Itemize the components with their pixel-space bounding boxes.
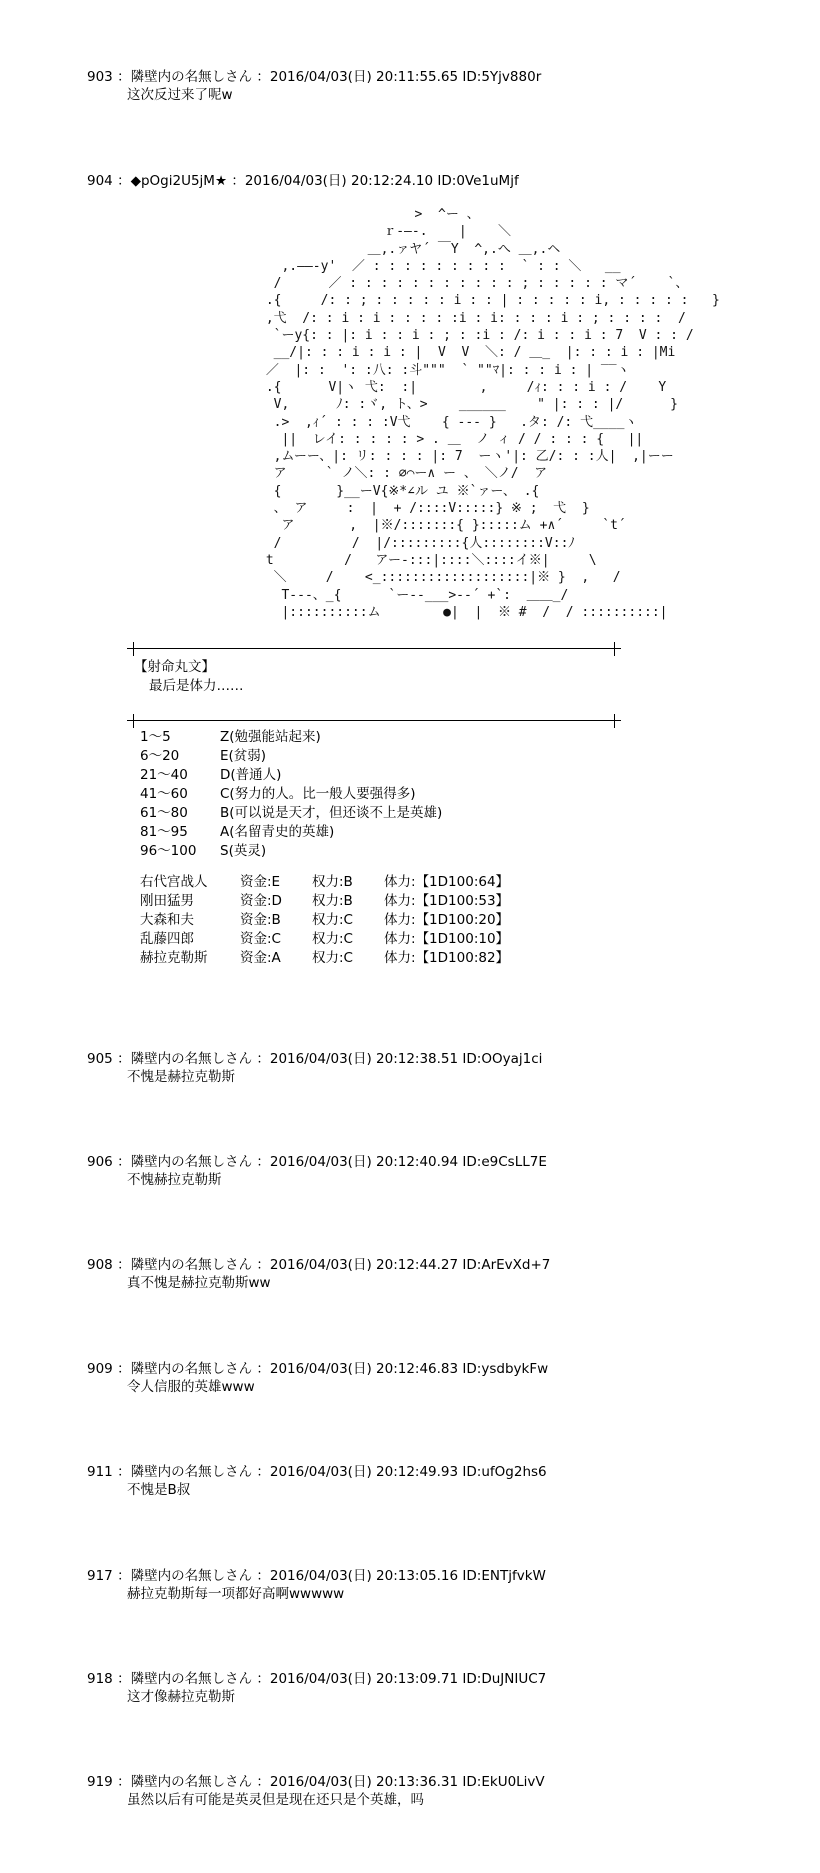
post-date: 2016/04/03(日) 20:12:49.93 xyxy=(269,1464,459,1480)
post-body: 令人信服的英雄www xyxy=(127,1379,255,1395)
post-number: 917 xyxy=(87,1568,113,1584)
stamina-cell xyxy=(384,892,509,911)
poster-id[interactable]: ID:ENTjfvkW xyxy=(462,1568,546,1584)
stats-row xyxy=(140,873,509,892)
fund-value: 资金:E xyxy=(240,874,281,890)
diamond-icon: ◆ xyxy=(130,173,141,189)
stamina-roll: 【1D100:53】 xyxy=(415,893,510,909)
stats-row xyxy=(140,949,509,968)
separator: ： xyxy=(117,1361,131,1377)
separator: ： xyxy=(117,1671,131,1687)
post-header xyxy=(87,172,787,190)
poster-id[interactable]: ID:e9CsLL7E xyxy=(462,1154,547,1170)
stamina-roll: 【1D100:82】 xyxy=(415,950,510,966)
separator: ： xyxy=(256,1257,270,1273)
grade-row xyxy=(140,804,442,823)
poster-id[interactable]: ID:OOyaj1ci xyxy=(462,1051,543,1067)
post-body: 赫拉克勒斯每一项都好高啊wwwww xyxy=(127,1586,345,1602)
stats-row xyxy=(140,892,509,911)
grade-row xyxy=(140,842,442,861)
separator: ： xyxy=(256,69,270,85)
stamina-roll: 【1D100:10】 xyxy=(415,931,510,947)
post-header xyxy=(87,1773,787,1791)
post-date: 2016/04/03(日) 20:12:24.10 xyxy=(244,173,434,189)
character-name: 赫拉克勒斯 xyxy=(140,950,208,966)
character-name: 大森和夫 xyxy=(140,912,194,928)
poster-name: 隣壁内の名無しさん xyxy=(130,1361,253,1377)
post-body: 虽然以后有可能是英灵但是现在还只是个英雄，吗 xyxy=(127,1792,424,1808)
post-905 xyxy=(87,1050,787,1086)
stamina-cell xyxy=(384,949,509,968)
grade-table xyxy=(140,728,442,861)
grade-range: 81～95 xyxy=(140,824,188,840)
stats-row xyxy=(140,911,509,930)
separator: ： xyxy=(117,1568,131,1584)
grade-range: 1～5 xyxy=(140,729,171,745)
grade-desc: Z(勉强能站起来) xyxy=(220,729,321,745)
post-date: 2016/04/03(日) 20:12:38.51 xyxy=(269,1051,459,1067)
poster-name: 隣壁内の名無しさん xyxy=(130,1568,253,1584)
character-name: 右代宫战人 xyxy=(140,874,208,890)
section-heading: 【射命丸文】 xyxy=(134,659,215,675)
grade-desc: B(可以说是天才，但还谈不上是英雄) xyxy=(220,805,443,821)
separator: ： xyxy=(256,1774,270,1790)
grade-row xyxy=(140,747,442,766)
separator: ： xyxy=(117,1154,131,1170)
post-date: 2016/04/03(日) 20:13:05.16 xyxy=(269,1568,459,1584)
separator: ： xyxy=(231,173,245,189)
poster-id[interactable]: ID:EkU0LivV xyxy=(462,1774,545,1790)
post-904 xyxy=(87,172,787,190)
post-body: 这才像赫拉克勒斯 xyxy=(127,1689,235,1705)
post-917 xyxy=(87,1567,787,1603)
separator: ： xyxy=(256,1154,270,1170)
section-text: 最后是体力…… xyxy=(149,678,244,694)
separator: ： xyxy=(117,1464,131,1480)
stamina-cell xyxy=(384,911,509,930)
grade-row xyxy=(140,766,442,785)
post-908 xyxy=(87,1256,787,1292)
stamina-label: 体力: xyxy=(384,912,416,928)
separator: ： xyxy=(117,69,131,85)
separator: ： xyxy=(256,1361,270,1377)
grade-range: 21～40 xyxy=(140,767,188,783)
grade-desc: D(普通人) xyxy=(220,767,282,783)
poster-name: 隣壁内の名無しさん xyxy=(130,1154,253,1170)
post-header xyxy=(87,1050,787,1068)
separator: ： xyxy=(117,1257,131,1273)
grade-row xyxy=(140,728,442,747)
post-903 xyxy=(87,68,787,104)
divider-ruler xyxy=(127,714,621,728)
post-header xyxy=(87,1463,787,1481)
stamina-cell xyxy=(384,930,509,949)
power-value: 权力:C xyxy=(312,931,353,947)
post-number: 918 xyxy=(87,1671,113,1687)
post-number: 906 xyxy=(87,1154,113,1170)
poster-name: 隣壁内の名無しさん xyxy=(130,1464,253,1480)
stamina-roll: 【1D100:20】 xyxy=(415,912,510,928)
grade-desc: E(贫弱) xyxy=(220,748,267,764)
post-date: 2016/04/03(日) 20:12:44.27 xyxy=(269,1257,459,1273)
grade-desc: A(名留青史的英雄) xyxy=(220,824,335,840)
post-number: 905 xyxy=(87,1051,113,1067)
poster-id[interactable]: ID:ysdbykFw xyxy=(462,1361,549,1377)
poster-id[interactable]: ID:5Yjv880r xyxy=(462,69,542,85)
poster-name: 隣壁内の名無しさん xyxy=(130,1671,253,1687)
grade-desc: S(英灵) xyxy=(220,843,267,859)
grade-range: 6～20 xyxy=(140,748,180,764)
post-date: 2016/04/03(日) 20:13:36.31 xyxy=(269,1774,459,1790)
stamina-roll: 【1D100:64】 xyxy=(415,874,510,890)
stamina-cell xyxy=(384,873,509,892)
grade-range: 61～80 xyxy=(140,805,188,821)
fund-value: 资金:B xyxy=(240,912,281,928)
stats-table xyxy=(140,873,509,968)
character-name: 刚田猛男 xyxy=(140,893,194,909)
post-header xyxy=(87,1256,787,1274)
stamina-label: 体力: xyxy=(384,893,416,909)
post-number: 911 xyxy=(87,1464,113,1480)
post-909 xyxy=(87,1360,787,1396)
grade-row xyxy=(140,823,442,842)
stats-row xyxy=(140,930,509,949)
post-906 xyxy=(87,1153,787,1189)
poster-id[interactable]: ID:ufOg2hs6 xyxy=(462,1464,547,1480)
post-header xyxy=(87,1670,787,1688)
stamina-label: 体力: xyxy=(384,931,416,947)
post-date: 2016/04/03(日) 20:12:40.94 xyxy=(269,1154,459,1170)
power-value: 权力:B xyxy=(312,893,353,909)
post-911 xyxy=(87,1463,787,1499)
post-body: 真不愧是赫拉克勒斯ww xyxy=(127,1275,271,1291)
post-body: 不愧是B叔 xyxy=(127,1482,191,1498)
poster-tripcode: pOgi2U5jM★ xyxy=(140,173,228,189)
power-value: 权力:B xyxy=(312,874,353,890)
poster-name: 隣壁内の名無しさん xyxy=(130,1257,253,1273)
separator: ： xyxy=(256,1051,270,1067)
stamina-label: 体力: xyxy=(384,874,416,890)
divider-ruler xyxy=(127,642,621,656)
post-date: 2016/04/03(日) 20:12:46.83 xyxy=(269,1361,459,1377)
post-number: 903 xyxy=(87,69,113,85)
separator: ： xyxy=(117,1051,131,1067)
poster-id[interactable]: ID:0Ve1uMjf xyxy=(437,173,519,189)
post-header xyxy=(87,1153,787,1171)
grade-row xyxy=(140,785,442,804)
fund-value: 资金:C xyxy=(240,931,281,947)
character-name: 乱藤四郎 xyxy=(140,931,194,947)
poster-name: 隣壁内の名無しさん xyxy=(130,1774,253,1790)
fund-value: 资金:A xyxy=(240,950,281,966)
separator: ： xyxy=(117,173,131,189)
grade-range: 41～60 xyxy=(140,786,188,802)
post-body: 这次反过来了呢w xyxy=(127,87,233,103)
fund-value: 资金:D xyxy=(240,893,282,909)
post-918 xyxy=(87,1670,787,1706)
power-value: 权力:C xyxy=(312,950,353,966)
post-header xyxy=(87,68,787,86)
poster-name: 隣壁内の名無しさん xyxy=(130,69,253,85)
separator: ： xyxy=(117,1774,131,1790)
post-number: 909 xyxy=(87,1361,113,1377)
separator: ： xyxy=(256,1671,270,1687)
ascii-art: > ^ー 、 ｒ‐―‐. | ＼ ＿,.ァヤ´ ￣Y ^,.へ ＿,.ヘ ,.――‐y' ／ : : : : : : : : : ` : : ＼ __ / ／ : : : : : : : : : : : ; : : : : : マ´ `、 .{ /: : ; : : : : : i : : | : : : : : i, : : : : : } ,弋 /: : i : i : : : : :i : i: : : : i : ; : : : : / `ーy{: : |: i : : i : ; : :i : /: i : : i : 7 V : : / __/|: : : i : i : | V V ＼: / ＿_ |: : : i : |Mi ／ |: : ': :八: :斗""" ` ""ﾏ|: : : i : | ‾‾ヽ .{ V|ヽ 弋: :| , /ｨ: : : i : / Y V, ﾉ: :ヾ, ト、> ______ " |: : : |/ } .> ,ｨ´ : : : :V弋 { --‐ } .タ: /: 弋____ヽ || レイ: : : : : > . ＿ ノ ィ / / : : : { || ,ムーー、|: リ: : : : |: 7 ーヽ'|: 乙/: : :人| ,|ーー ア ` ノ＼: : ∅⌒ー∧ ー 、 ＼ノ/ ア { }__ーV{※*∠ル ユ ※`ァー、 .{ 、 ア : | + /::::V:::::} ※ ; 弋 } ア , |※/:::::::{ }:::::ム +∧´ `t´ / / |/:::::::::{人::::::::V::ﾉ t / アー-:::|::::＼::::イ※| \ ＼ / <_:::::::::::::::::::|※ } , / T---、_{ `ー--___>--´ +`: ＿＿_/ |::::::::::ム ●| | ※ # / / ::::::::::| xyxy=(265,207,720,620)
post-header xyxy=(87,1360,787,1378)
poster-id[interactable]: ID:ArEvXd+7 xyxy=(462,1257,551,1273)
post-number: 904 xyxy=(87,173,113,189)
post-date: 2016/04/03(日) 20:11:55.65 xyxy=(269,69,459,85)
poster-name: 隣壁内の名無しさん xyxy=(130,1051,253,1067)
post-date: 2016/04/03(日) 20:13:09.71 xyxy=(269,1671,459,1687)
post-number: 919 xyxy=(87,1774,113,1790)
separator: ： xyxy=(256,1464,270,1480)
power-value: 权力:C xyxy=(312,912,353,928)
poster-id[interactable]: ID:DuJNIUC7 xyxy=(462,1671,547,1687)
post-body: 不愧是赫拉克勒斯 xyxy=(127,1069,235,1085)
post-919 xyxy=(87,1773,787,1809)
separator: ： xyxy=(256,1568,270,1584)
post-body: 不愧赫拉克勒斯 xyxy=(127,1172,222,1188)
grade-desc: C(努力的人。比一般人要强得多) xyxy=(220,786,416,802)
stamina-label: 体力: xyxy=(384,950,416,966)
post-number: 908 xyxy=(87,1257,113,1273)
post-header xyxy=(87,1567,787,1585)
grade-range: 96～100 xyxy=(140,843,197,859)
